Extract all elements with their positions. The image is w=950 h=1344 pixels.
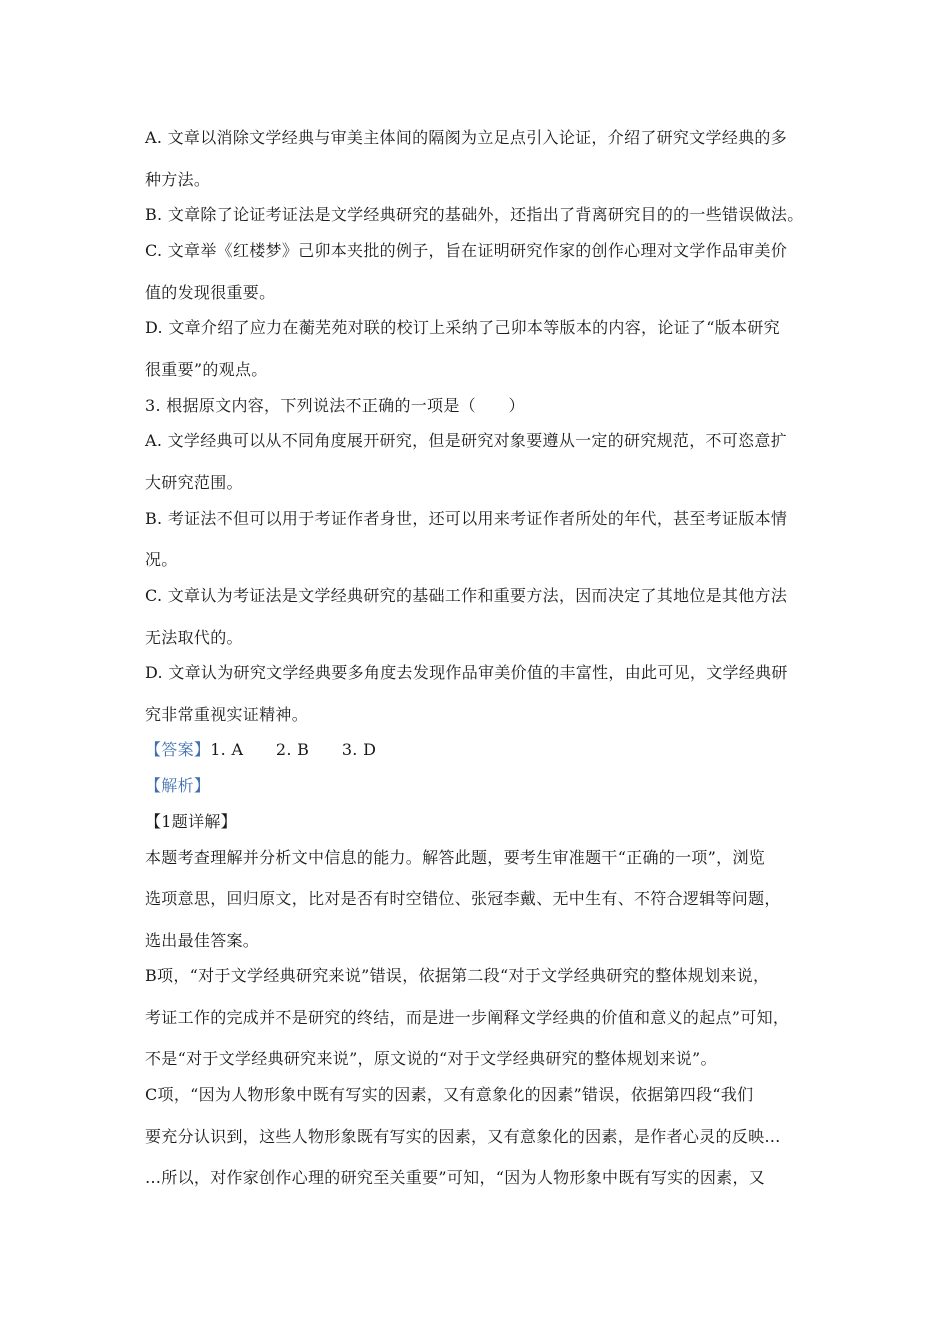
q3-option-b-line-2: 况。 bbox=[145, 550, 178, 569]
analysis-paragraph-line: …所以，对作家创作心理的研究至关重要”可知，“因为人物形象中既有写实的因素，又 bbox=[145, 1168, 766, 1187]
analysis-paragraph-line: 本题考查理解并分析文中信息的能力。解答此题，要考生审准题干“正确的一项”，浏览 bbox=[145, 848, 766, 867]
q3-option-d-line-1: D. 文章认为研究文学经典要多角度去发现作品审美价值的丰富性，由此可见，文学经典研 bbox=[145, 663, 788, 682]
q2-option-c-line-2: 值的发现很重要。 bbox=[145, 283, 276, 302]
answer-line bbox=[145, 740, 376, 760]
q3-option-d-line-2: 究非常重视实证精神。 bbox=[145, 705, 309, 724]
analysis-paragraph-line: 要充分认识到，这些人物形象既有写实的因素，又有意象化的因素，是作者心灵的反映… bbox=[145, 1127, 781, 1146]
q3-option-b-line-1: B. 考证法不但可以用于考证作者身世，还可以用来考证作者所处的年代，甚至考证版本情 bbox=[145, 509, 788, 528]
analysis-paragraph-line: 不是“对于文学经典研究来说”，原文说的“对于文学经典研究的整体规划来说”。 bbox=[145, 1049, 717, 1068]
q3-option-a-line-1: A. 文学经典可以从不同角度展开研究，但是研究对象要遵从一定的研究规范，不可恣意扩 bbox=[145, 431, 788, 450]
q3-stem: 3. 根据原文内容，下列说法不正确的一项是（ ） bbox=[145, 396, 525, 415]
analysis-paragraph-line: B项，“对于文学经典研究来说”错误，依据第二段“对于文学经典研究的整体规划来说， bbox=[145, 966, 770, 985]
q2-option-a-line-1: A. 文章以消除文学经典与审美主体间的隔阂为立足点引入论证，介绍了研究文学经典的多 bbox=[145, 128, 788, 147]
analysis-paragraph-line: 选出最佳答案。 bbox=[145, 931, 260, 950]
analysis-paragraph-line: 选项意思，回归原文，比对是否有时空错位、张冠李戴、无中生有、不符合逻辑等问题， bbox=[145, 889, 781, 908]
q2-option-b-line-1: B. 文章除了论证考证法是文学经典研究的基础外，还指出了背离研究目的的一些错误做法。 bbox=[145, 205, 804, 224]
q3-option-c-line-1: C. 文章认为考证法是文学经典研究的基础工作和重要方法，因而决定了其地位是其他方法 bbox=[145, 586, 788, 605]
analysis-tag: 【解析】 bbox=[145, 776, 211, 795]
q3-option-a-line-2: 大研究范围。 bbox=[145, 473, 243, 492]
answer-tag: 【答案】 bbox=[145, 740, 211, 759]
detail-heading: 【1题详解】 bbox=[145, 812, 237, 831]
q2-option-c-line-1: C. 文章举《红楼梦》己卯本夹批的例子，旨在证明研究作家的创作心理对文学作品审美价 bbox=[145, 241, 788, 260]
q2-option-d-line-1: D. 文章介绍了应力在蘅芜苑对联的校订上采纳了己卯本等版本的内容，论证了“版本研究 bbox=[145, 318, 780, 337]
analysis-paragraph-line: 考证工作的完成并不是研究的终结，而是进一步阐释文学经典的价值和意义的起点”可知， bbox=[145, 1008, 790, 1027]
q2-option-a-line-2: 种方法。 bbox=[145, 170, 211, 189]
analysis-paragraph-line: C项，“因为人物形象中既有写实的因素，又有意象化的因素”错误，依据第四段“我们 bbox=[145, 1085, 754, 1104]
q3-option-c-line-2: 无法取代的。 bbox=[145, 628, 243, 647]
answer-text: 1. A 2. B 3. D bbox=[210, 740, 377, 759]
q2-option-d-line-2: 很重要”的观点。 bbox=[145, 360, 268, 379]
